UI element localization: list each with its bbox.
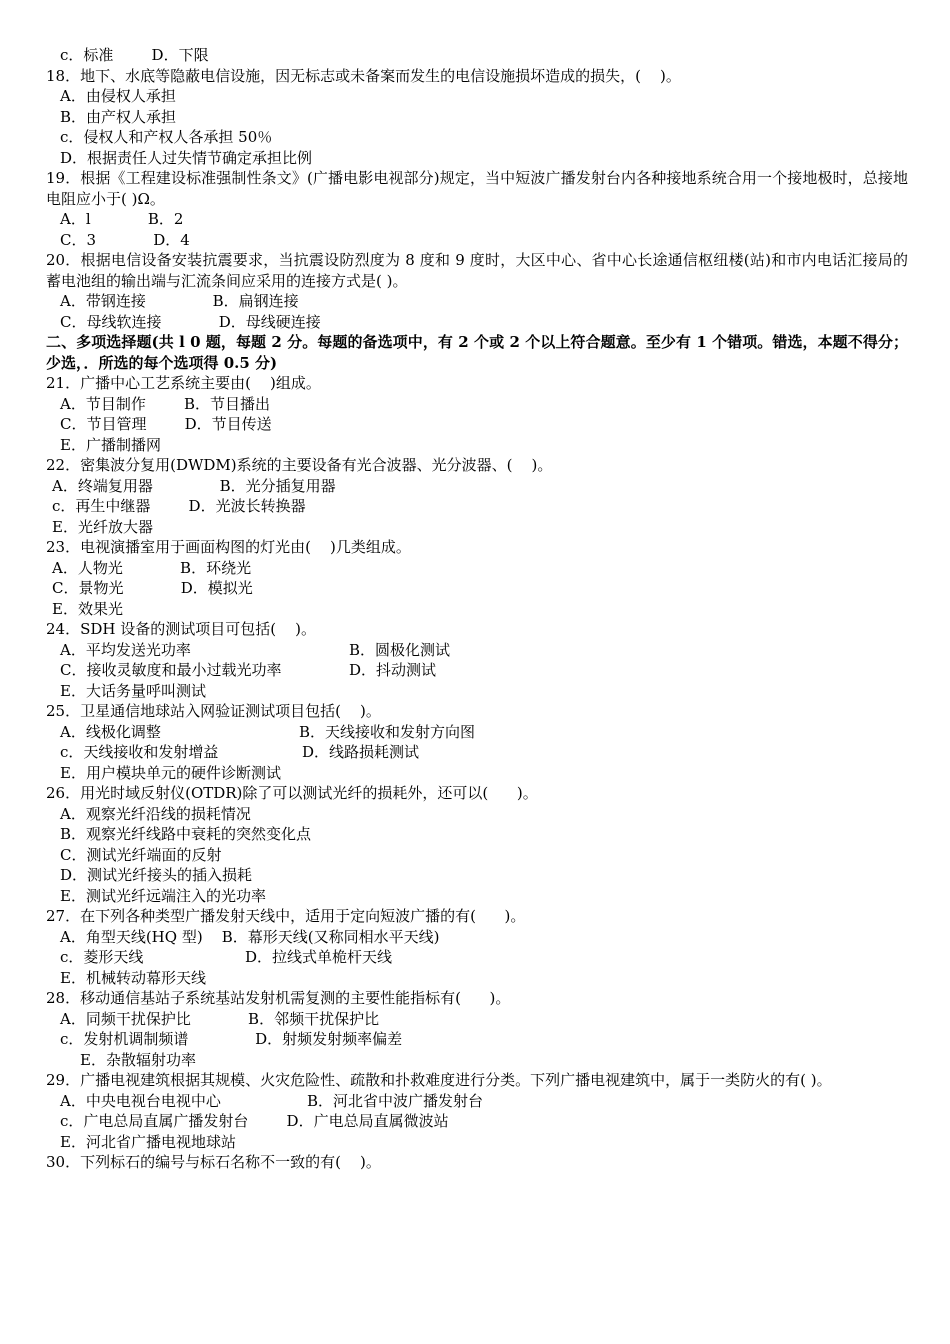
option-line: C．母线软连接 D．母线硬连接	[60, 312, 321, 331]
option-line	[46, 660, 908, 681]
option-right: D．抖动测试	[349, 661, 437, 679]
option-line: B．由产权人承担	[60, 107, 177, 126]
option-line: A．带钢连接 B．扁钢连接	[60, 292, 299, 310]
option-line: A．人物光 B．环绕光	[52, 558, 252, 577]
option-line: E．广播制播网	[60, 435, 161, 454]
option-left: A．线极化调整	[60, 722, 161, 741]
option-line: E．大话务量呼叫测试	[60, 681, 206, 700]
option-line: C．景物光 D．模拟光	[52, 579, 253, 597]
option-line: A．同频干扰保护比 B．邻频干扰保护比	[60, 1009, 380, 1028]
question-28: 28．移动通信基站子系统基站发射机需复测的主要性能指标有( )。	[46, 989, 511, 1007]
option-right: D．拉线式单桅杆天线	[245, 948, 393, 966]
question-23: 23．电视演播室用于画面构图的灯光由( )几类组成。	[46, 538, 411, 556]
option-line: E．测试光纤远端注入的光功率	[60, 886, 266, 905]
option-line: C．测试光纤端面的反射	[60, 845, 222, 864]
option-line: E．光纤放大器	[52, 517, 153, 536]
section-heading-multiple-choice: 二、多项选择题(共 l 0 题，每题 2 分。每题的备选项中，有 2 个或 2 个以上符合题意。至少有 1 个错项。错选，本题不得分；少选，．所选的每个选项得 0.5 分)	[46, 333, 908, 372]
option-line: A．节目制作 B．节目播出	[60, 394, 271, 413]
question-30: 30．下列标石的编号与标石名称不一致的有( )。	[46, 1153, 381, 1171]
option-line: c．标准 D．下限	[60, 46, 209, 64]
option-line: E．杂散辐射功率	[80, 1050, 196, 1069]
option-left: c．天线接收和发射增益	[60, 743, 219, 761]
option-left: A．平均发送光功率	[60, 640, 191, 659]
option-right: B．河北省中波广播发射台	[307, 1091, 484, 1110]
question-21: 21．广播中心工艺系统主要由( )组成。	[46, 374, 321, 392]
option-line	[46, 742, 908, 763]
option-line: B．观察光纤线路中衰耗的突然变化点	[60, 825, 312, 843]
option-line: E．机械转动幕形天线	[60, 968, 206, 987]
question-18: 18．地下、水底等隐蔽电信设施，因无标志或未备案而发生的电信设施损坏造成的损失，( )。	[46, 66, 681, 85]
option-line: c．侵权人和产权人各承担 50％	[60, 128, 273, 146]
option-line	[46, 640, 908, 661]
question-24: 24．SDH 设备的测试项目可包括( )。	[46, 620, 317, 638]
question-20: 20．根据电信设备安装抗震要求，当抗震设防烈度为 8 度和 9 度时，大区中心、省中心长途通信枢纽楼(站)和市内电话汇接局的蓄电池组的输出端与汇流条间应采用的连接方式是( )。	[46, 251, 908, 290]
option-left: c．菱形天线	[60, 948, 144, 966]
question-22: 22．密集波分复用(DWDM)系统的主要设备有光合波器、光分波器、( )。	[46, 456, 553, 474]
option-line	[46, 947, 908, 968]
option-right: B．天线接收和发射方向图	[299, 722, 476, 741]
question-26: 26．用光时域反射仪(OTDR)除了可以测试光纤的损耗外，还可以( )。	[46, 784, 538, 802]
option-line: C．节目管理 D．节目传送	[60, 415, 272, 433]
option-line: A．由侵权人承担	[60, 87, 176, 105]
question-19: 19．根据《工程建设标准强制性条文》(广播电影电视部分)规定，当中短波广播发射台内各种接地系统合用一个接地极时，总接地电阻应小于( )Ω。	[46, 169, 908, 208]
option-right: D．线路损耗测试	[302, 743, 420, 761]
option-left: C．接收灵敏度和最小过载光功率	[60, 661, 282, 679]
option-line: c．再生中继器 D．光波长转换器	[52, 497, 306, 515]
option-line: A．终端复用器 B．光分插复用器	[52, 476, 336, 495]
option-left: A．中央电视台电视中心	[60, 1091, 221, 1110]
document-page	[46, 45, 908, 1173]
option-line: A．l B．2	[60, 210, 184, 228]
option-line	[46, 722, 908, 743]
option-line: c．广电总局直属广播发射台 D．广电总局直属微波站	[60, 1112, 449, 1130]
option-line: D．测试光纤接头的插入损耗	[60, 866, 253, 884]
option-line: E．河北省广播电视地球站	[60, 1132, 236, 1151]
option-line: D．根据责任人过失情节确定承担比例	[60, 148, 313, 167]
option-line: A．角型天线(HQ 型) B．幕形天线(又称同相水平天线)	[60, 927, 440, 946]
question-25: 25．卫星通信地球站入网验证测试项目包括( )。	[46, 702, 381, 720]
option-line: C．3 D．4	[60, 230, 190, 249]
option-line: A．观察光纤沿线的损耗情况	[60, 804, 251, 823]
option-line	[46, 1091, 908, 1112]
option-line: c．发射机调制频谱 D．射频发射频率偏差	[60, 1030, 403, 1048]
question-27: 27．在下列各种类型广播发射天线中，适用于定向短波广播的有( )。	[46, 907, 526, 925]
option-line: E．用户模块单元的硬件诊断测试	[60, 763, 281, 782]
option-right: B．圆极化测试	[349, 640, 451, 659]
question-29: 29．广播电视建筑根据其规模、火灾危险性、疏散和扑救难度进行分类。下列广播电视建筑中，属于一类防火的有( )。	[46, 1071, 832, 1089]
option-line: E．效果光	[52, 599, 123, 618]
